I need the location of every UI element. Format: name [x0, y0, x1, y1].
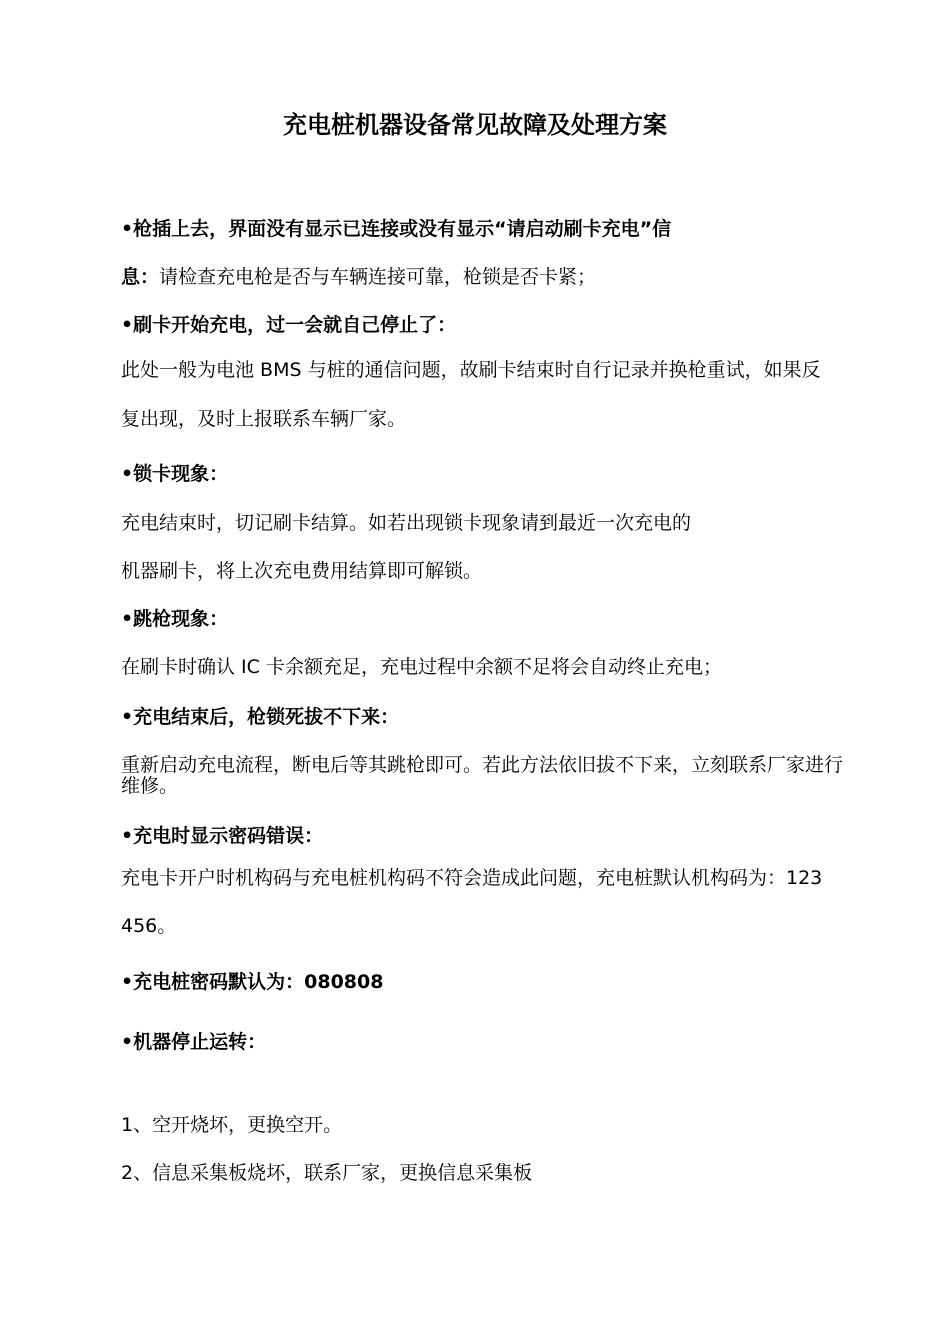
section-heading: •机器停止运转： — [121, 1031, 267, 1053]
section-body: 456。 — [121, 915, 177, 937]
section-heading: •充电桩密码默认为：080808 — [121, 971, 384, 993]
section-body: 机器刷卡，将上次充电费用结算即可解锁。 — [121, 560, 483, 582]
section-heading: •刷卡开始充电，过一会就自己停止了： — [121, 314, 457, 336]
section-heading: •充电结束后，枪锁死拔不下来： — [121, 706, 400, 728]
section-body: 复出现，及时上报联系车辆厂家。 — [121, 408, 407, 430]
section-heading: •充电时显示密码错误： — [121, 825, 324, 847]
section-body: 重新启动充电流程，断电后等其跳枪即可。若此方法依旧拔不下来，立刻联系厂家进行维修。 — [121, 754, 844, 797]
section-heading-continued — [121, 265, 596, 289]
section-heading: •跳枪现象： — [121, 608, 229, 630]
section-body: 充电卡开户时机构码与充电桩机构码不符会造成此问题，充电桩默认机构码为：123 — [121, 867, 823, 889]
section-heading: •枪插上去，界面没有显示已连接或没有显示“请启动刷卡充电”信 — [121, 218, 672, 240]
section-heading-tail: 息： — [121, 266, 160, 288]
section-heading: •锁卡现象： — [121, 463, 229, 485]
section-body: 在刷卡时确认 IC 卡余额充足，充电过程中余额不足将会自动终止充电； — [121, 656, 722, 678]
section-body: 此处一般为电池 BMS 与桩的通信问题，故刷卡结束时自行记录并换枪重试，如果反 — [121, 359, 821, 381]
list-item: 1、空开烧坏，更换空开。 — [121, 1114, 343, 1136]
list-item: 2、信息采集板烧坏，联系厂家，更换信息采集板 — [121, 1162, 533, 1184]
section-body: 请检查充电枪是否与车辆连接可靠，枪锁是否卡紧； — [159, 266, 597, 288]
section-body: 充电结束时，切记刷卡结算。如若出现锁卡现象请到最近一次充电的 — [121, 512, 692, 534]
document-title: 充电桩机器设备常见故障及处理方案 — [283, 111, 667, 139]
